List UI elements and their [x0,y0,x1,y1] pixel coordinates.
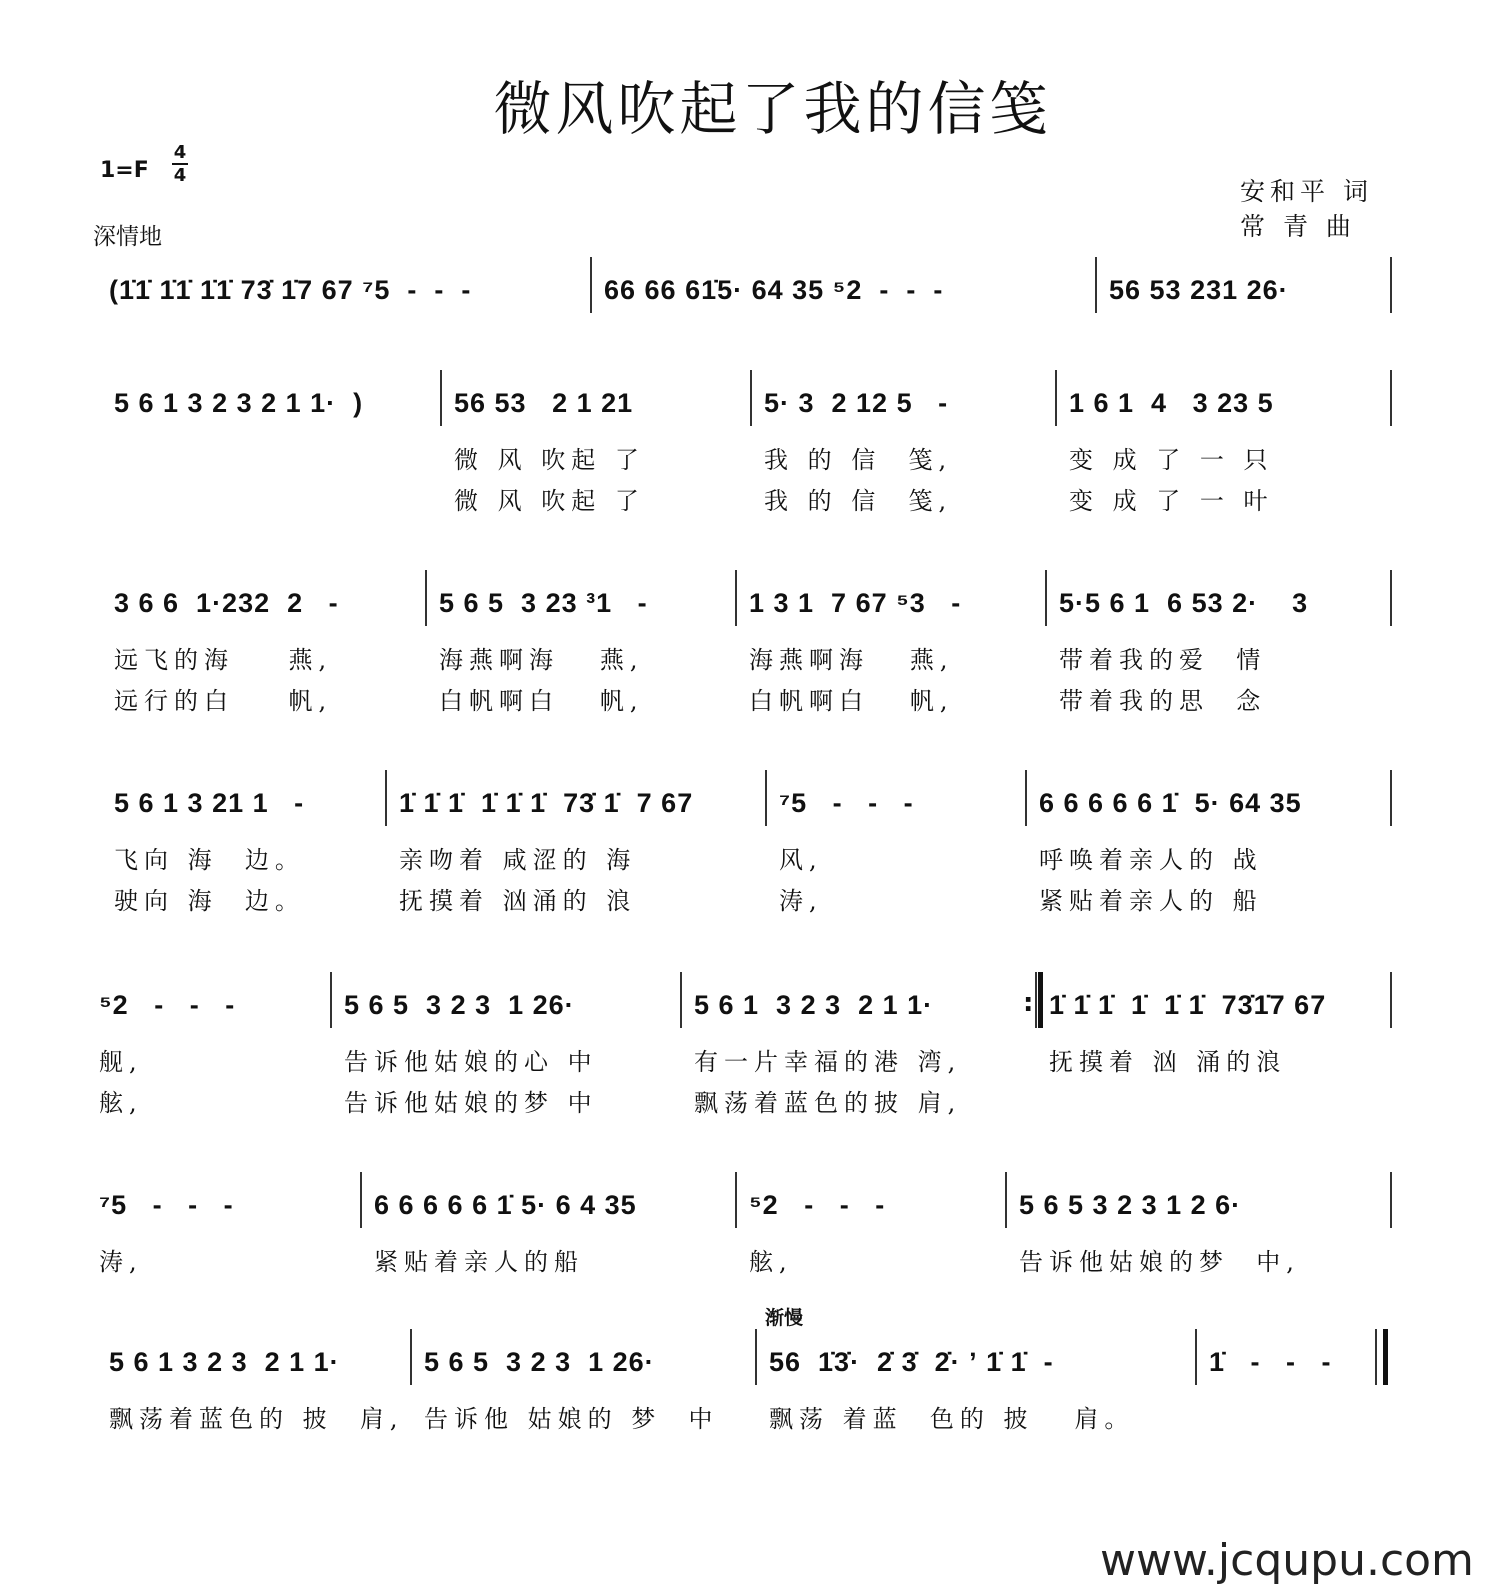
lyrics-verse-2: 带着我的思 念 [1059,687,1267,715]
measure [755,1307,1195,1497]
measure [100,388,440,538]
measure [100,788,385,938]
composer-credit: 常 青 曲 [1240,212,1356,241]
measure [1023,988,1390,1140]
lyrics-verse-2: 告诉他姑娘的梦 中 [344,1089,598,1117]
lyrics-verse-2: 白帆啊白 帆, [439,687,644,715]
lyrics-verse-1: 告诉他姑娘的梦 中, [1019,1248,1300,1276]
repeat-sign: : [1023,988,1034,1018]
measure-notes: 1 3 1 7 67 ⁵3 - [749,588,962,618]
lyrics-verse-1: 告诉他姑娘的心 中 [344,1048,598,1076]
tempo-marking: 深情地 [93,224,162,250]
measure-notes: ⁷5 - - - [779,788,914,818]
measure [95,1347,410,1497]
lyrics-verse-1: 涛, [99,1248,143,1276]
measure-notes: 5 6 1 3 2 3 2 1 1· ) [114,388,364,418]
lyrics-verse-2: 变 成 了 一 叶 [1069,487,1274,515]
measure-notes: 3 6 6 1·232 2 - [114,588,339,618]
measure-notes: 5 6 5 3 23 ³1 - [439,588,648,618]
barline [1390,570,1392,626]
measure-notes: 56 53 231 26· [1109,275,1289,305]
measure-notes: 5· 3 2 12 5 - [764,388,949,418]
barline [1390,770,1392,826]
barline [680,972,682,1028]
measure-notes: 6 6 6 6 6 1̇ 5· 64 35 [1039,788,1302,818]
barline [755,1329,757,1385]
lyrics-verse-2: 白帆啊白 帆, [749,687,954,715]
time-signature-bottom: 4 [173,165,187,186]
lyrics-verse-2: 舷, [99,1089,143,1117]
lyrics-verse-2: 微 风 吹起 了 [454,487,645,515]
lyrics-verse-2: 驶向 海 边。 [114,887,305,915]
measure-notes: 1̇ 1̇ 1̇ 1̇ 1̇ 1̇ 73̇ 1̇ 7 67 [399,788,694,818]
barline [735,570,737,626]
barline [360,1172,362,1228]
measure-notes: (1̇1̇ 1̇1̇ 1̇1̇ 73̇ 1̇7 67 ⁷5 - - - [109,275,472,305]
lyrics-verse-1: 海燕啊海 燕, [439,646,644,674]
barline [330,972,332,1028]
measure-notes: ⁷5 - - - [99,1190,234,1220]
lyrics-verse-1: 风, [779,846,823,874]
measure-notes: 5·5 6 1 6 53 2· 3 [1059,588,1309,618]
barline [1035,972,1037,1028]
lyrics-verse-1: 飘荡着蓝色的 披 肩, [109,1405,404,1433]
lyrics-verse-1: 变 成 了 一 只 [1069,446,1274,474]
measure [85,1190,360,1340]
measure [1045,588,1390,738]
lyrics-verse-1: 我 的 信 笺, [764,446,953,474]
time-signature-top: 4 [173,142,187,163]
lyrics-verse-1: 呼唤着亲人的 战 [1039,846,1263,874]
lyrics-verse-1: 抚摸着 汹 涌的浪 [1049,1048,1287,1076]
barline [765,770,767,826]
measure-notes: 1̇ - - - [1209,1347,1332,1377]
lyrics-verse-2: 涛, [779,887,823,915]
measure-notes: 5 6 5 3 2 3 1 2 6· [1019,1190,1242,1220]
lyrics-verse-1: 飘荡 着蓝 色的 披 肩。 [769,1405,1135,1433]
lyrics-verse-2: 远行的白 帆, [114,687,333,715]
barline [735,1172,737,1228]
lyrics-verse-1: 告诉他 姑娘的 梦 中 [424,1405,719,1433]
measure [100,588,425,738]
lyrics-verse-1: 海燕啊海 燕, [749,646,954,674]
lyrics-verse-1: 远飞的海 燕, [114,646,333,674]
measure [1055,388,1390,538]
barline [1005,1172,1007,1228]
measure-notes: 1 6 1 4 3 23 5 [1069,388,1274,418]
key-signature: 1=F [100,158,149,183]
barline [410,1329,412,1385]
measure [765,788,1025,938]
measure-notes: 56 53 2 1 21 [454,388,634,418]
barline [1025,770,1027,826]
barline [1055,370,1057,426]
measure-notes: 6 6 6 6 6 1̇ 5· 6 4 35 [374,1190,637,1220]
barline [1195,1329,1197,1385]
barline [1390,257,1392,313]
lyrics-verse-2: 紧贴着亲人的 船 [1039,887,1263,915]
measure [1195,1347,1383,1497]
lyrics-verse-1: 紧贴着亲人的船 [374,1248,584,1276]
barline [1045,570,1047,626]
barline [1383,1329,1388,1385]
barline [1095,257,1097,313]
barline [1390,1172,1392,1228]
measure [1005,1190,1390,1340]
measure [85,990,330,1140]
measure-notes: 5 6 5 3 2 3 1 26· [424,1347,655,1377]
measure-notes: 5 6 5 3 2 3 1 26· [344,990,575,1020]
barline [590,257,592,313]
measure [1025,788,1390,938]
barline [425,570,427,626]
measure [425,588,735,738]
lyrics-verse-1: 亲吻着 咸涩的 海 [399,846,637,874]
time-signature [172,143,188,185]
lyrics-verse-1: 带着我的爱 情 [1059,646,1267,674]
lyrics-verse-1: 微 风 吹起 了 [454,446,645,474]
measure-notes: 5 6 1 3 2 3 2 1 1· [694,990,934,1020]
lyrics-verse-2: 飘荡着蓝色的披 肩, [694,1089,962,1117]
tempo-change-marking: 渐慢 [765,1307,804,1329]
measure [385,788,765,938]
barline [1390,972,1392,1028]
barline [1390,370,1392,426]
lyrics-verse-1: 舰, [99,1048,143,1076]
lyricist-credit: 安和平 词 [1240,177,1373,206]
measure-notes: 56 1̇3̇· 2̇ 3̇ 2̇· ʼ 1̇ 1̇ - [769,1347,1054,1377]
measure-notes: 1̇ 1̇ 1̇ 1̇ 1̇ 1̇ 73̇1̇7 67 [1049,990,1327,1020]
lyrics-verse-2: 抚摸着 汹涌的 浪 [399,887,637,915]
measure-notes: 66 66 61̇5· 64 35 ⁵2 - - - [604,275,944,305]
measure [410,1347,755,1497]
measure [440,388,750,538]
lyrics-verse-2: 我 的 信 笺, [764,487,953,515]
measure [330,990,680,1140]
measure-notes: ⁵2 - - - [749,1190,886,1220]
song-title: 微风吹起了我的信笺 [493,75,1052,143]
measure [735,588,1045,738]
measure [680,990,1035,1140]
measure-notes: ⁵2 - - - [99,990,236,1020]
measure [750,388,1055,538]
barline [750,370,752,426]
lyrics-verse-1: 飞向 海 边。 [114,846,305,874]
measure-notes: 5 6 1 3 2 3 2 1 1· [109,1347,340,1377]
lyrics-verse-1: 舷, [749,1248,793,1276]
lyrics-verse-1: 有一片幸福的港 湾, [694,1048,962,1076]
barline [385,770,387,826]
barline [440,370,442,426]
measure-notes: 5 6 1 3 21 1 - [114,788,305,818]
watermark: www.jcqupu.com [1100,1535,1474,1586]
measure [360,1190,735,1340]
